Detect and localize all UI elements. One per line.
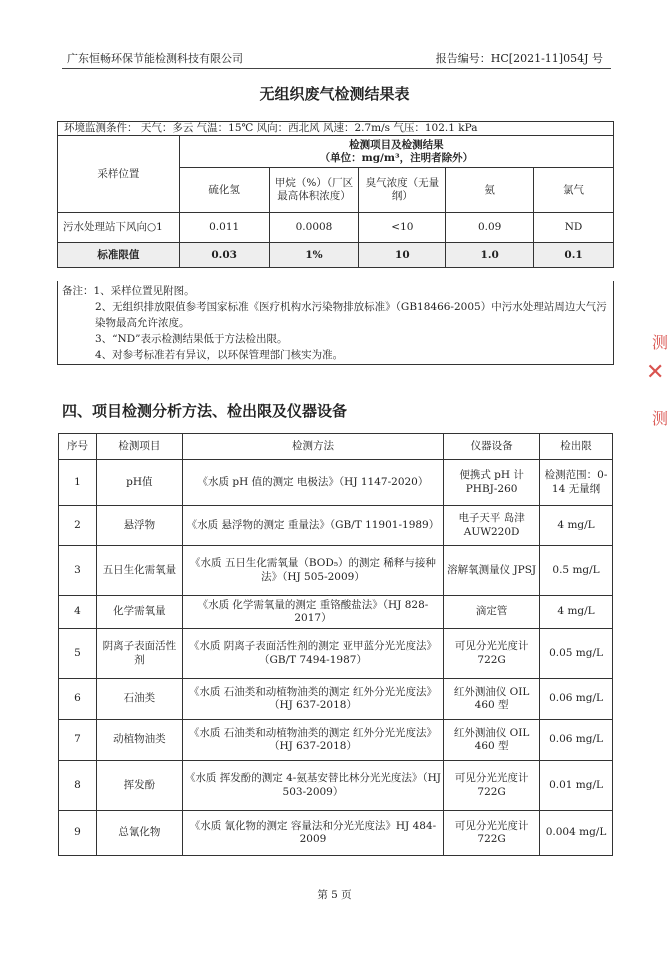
note-line: 3、“ND”表示检测结果低于方法检出限。 bbox=[95, 333, 288, 345]
col-header: 氯气 bbox=[534, 168, 614, 213]
cell-no: 4 bbox=[59, 596, 97, 629]
cell-equip: 可见分光光度计 722G bbox=[444, 761, 540, 811]
cell-limit: 4 mg/L bbox=[540, 596, 613, 629]
cell-method: 《水质 挥发酚的测定 4-氨基安替比林分光光度法》（HJ 503-2009） bbox=[182, 761, 443, 811]
cell-limit: 0.05 mg/L bbox=[540, 629, 613, 679]
cell-value: 10 bbox=[359, 243, 446, 268]
cell-limit: 0.06 mg/L bbox=[540, 720, 613, 761]
cell-item: 五日生化需氧量 bbox=[96, 546, 182, 596]
note-line: 4、对参考标准若有异议，以环保管理部门核实为准。 bbox=[95, 349, 344, 361]
cell-no: 5 bbox=[59, 629, 97, 679]
table-row bbox=[59, 546, 613, 596]
cell-value: 0.0008 bbox=[269, 213, 359, 243]
cell-equip: 电子天平 岛津 AUW220D bbox=[444, 506, 540, 546]
cell-no: 2 bbox=[59, 506, 97, 546]
cell-limit: 4 mg/L bbox=[540, 506, 613, 546]
notes bbox=[62, 283, 614, 363]
col-group-header: 检测项目及检测结果 （单位：mg/m³，注明者除外） bbox=[179, 136, 613, 168]
cell-method: 《水质 悬浮物的测定 重量法》（GB/T 11901-1989） bbox=[182, 506, 443, 546]
cell-value: 1% bbox=[269, 243, 359, 268]
cell-item: 挥发酚 bbox=[96, 761, 182, 811]
cell-location: 标准限值 bbox=[58, 243, 180, 268]
cell-method: 《水质 阴离子表面活性剂的测定 亚甲蓝分光光度法》（GB/T 7494-1987） bbox=[182, 629, 443, 679]
cell-method: 《水质 五日生化需氧量（BOD₅）的测定 稀释与接种法》（HJ 505-2009） bbox=[182, 546, 443, 596]
cell-item: 石油类 bbox=[96, 679, 182, 720]
cell-no: 9 bbox=[59, 811, 97, 856]
cell-location: 污水处理站下风向○1 bbox=[58, 213, 180, 243]
cell-item: 化学需氧量 bbox=[96, 596, 182, 629]
table-row bbox=[59, 811, 613, 856]
section-title: 四、项目检测分析方法、检出限及仪器设备 bbox=[62, 402, 348, 420]
cell-no: 1 bbox=[59, 460, 97, 506]
cell-item: 总氰化物 bbox=[96, 811, 182, 856]
cell-item: pH值 bbox=[96, 460, 182, 506]
cell-method: 《水质 氰化物的测定 容量法和分光光度法》HJ 484-2009 bbox=[182, 811, 443, 856]
limit-row bbox=[58, 243, 614, 268]
col-header: 仪器设备 bbox=[444, 434, 540, 460]
cell-value: 0.011 bbox=[179, 213, 269, 243]
col-header: 检测项目 bbox=[96, 434, 182, 460]
stamp-mark: 测 ✕ 测 bbox=[646, 333, 669, 428]
cell-method: 《水质 pH 值的测定 电极法》（HJ 1147-2020） bbox=[182, 460, 443, 506]
cell-method: 《水质 石油类和动植物油类的测定 红外分光光度法》（HJ 637-2018） bbox=[182, 679, 443, 720]
table-row bbox=[59, 761, 613, 811]
page-number: 第 5 页 bbox=[317, 889, 352, 901]
cell-limit: 0.01 mg/L bbox=[540, 761, 613, 811]
cell-limit: 0.004 mg/L bbox=[540, 811, 613, 856]
results-table bbox=[57, 121, 614, 268]
cell-equip: 红外测油仪 OIL 460 型 bbox=[444, 679, 540, 720]
cell-value: 1.0 bbox=[446, 243, 534, 268]
col-header: 检出限 bbox=[540, 434, 613, 460]
cell-value: ND bbox=[534, 213, 614, 243]
report-number: 报告编号：HC[2021-11]054J 号 bbox=[435, 52, 603, 65]
cell-value: 0.1 bbox=[534, 243, 614, 268]
cell-no: 3 bbox=[59, 546, 97, 596]
table-row bbox=[59, 596, 613, 629]
col-header: 检测方法 bbox=[182, 434, 443, 460]
cell-equip: 可见分光光度计 722G bbox=[444, 629, 540, 679]
methods-table bbox=[58, 433, 613, 856]
cell-no: 6 bbox=[59, 679, 97, 720]
col-header: 氨 bbox=[446, 168, 534, 213]
cell-equip: 滴定管 bbox=[444, 596, 540, 629]
cell-no: 7 bbox=[59, 720, 97, 761]
company-name: 广东恒畅环保节能检测科技有限公司 bbox=[67, 52, 243, 65]
env-conditions: 环境监测条件： 天气：多云 气温：15℃ 风向：西北风 风速：2.7m/s 气压：102.1 kPa bbox=[58, 122, 614, 136]
col-header: 臭气浓度（无量纲） bbox=[359, 168, 446, 213]
cell-equip: 溶解氧测量仪 JPSJ bbox=[444, 546, 540, 596]
cell-item: 动植物油类 bbox=[96, 720, 182, 761]
cell-equip: 红外测油仪 OIL 460 型 bbox=[444, 720, 540, 761]
cell-limit: 0.5 mg/L bbox=[540, 546, 613, 596]
page-title: 无组织废气检测结果表 bbox=[259, 85, 410, 103]
table-row bbox=[59, 679, 613, 720]
table-row bbox=[59, 506, 613, 546]
cell-value: <10 bbox=[359, 213, 446, 243]
header-divider bbox=[62, 68, 611, 69]
table-row bbox=[59, 629, 613, 679]
col-header: 甲烷（%）（厂区最高体积浓度） bbox=[269, 168, 359, 213]
cell-limit: 检测范围：0-14 无量纲 bbox=[540, 460, 613, 506]
cell-no: 8 bbox=[59, 761, 97, 811]
cell-value: 0.03 bbox=[179, 243, 269, 268]
cell-item: 阴离子表面活性剂 bbox=[96, 629, 182, 679]
cell-equip: 便携式 pH 计 PHBJ-260 bbox=[444, 460, 540, 506]
col-header-location: 采样位置 bbox=[58, 136, 180, 213]
note-line: 2、无组织排放限值参考国家标准《医疗机构水污染物排放标准》（GB18466-2005）中污水处理站周边大气污染物最高允许浓度。 bbox=[95, 301, 607, 329]
cell-equip: 可见分光光度计 722G bbox=[444, 811, 540, 856]
table-row bbox=[58, 213, 614, 243]
cell-method: 《水质 石油类和动植物油类的测定 红外分光光度法》（HJ 637-2018） bbox=[182, 720, 443, 761]
table-row bbox=[59, 460, 613, 506]
col-header: 硫化氢 bbox=[179, 168, 269, 213]
cell-limit: 0.06 mg/L bbox=[540, 679, 613, 720]
cell-value: 0.09 bbox=[446, 213, 534, 243]
cell-method: 《水质 化学需氧量的测定 重铬酸盐法》（HJ 828-2017） bbox=[182, 596, 443, 629]
note-line: 备注：1、采样位置见附图。 bbox=[62, 285, 195, 297]
col-header: 序号 bbox=[59, 434, 97, 460]
cell-item: 悬浮物 bbox=[96, 506, 182, 546]
table-row bbox=[59, 720, 613, 761]
